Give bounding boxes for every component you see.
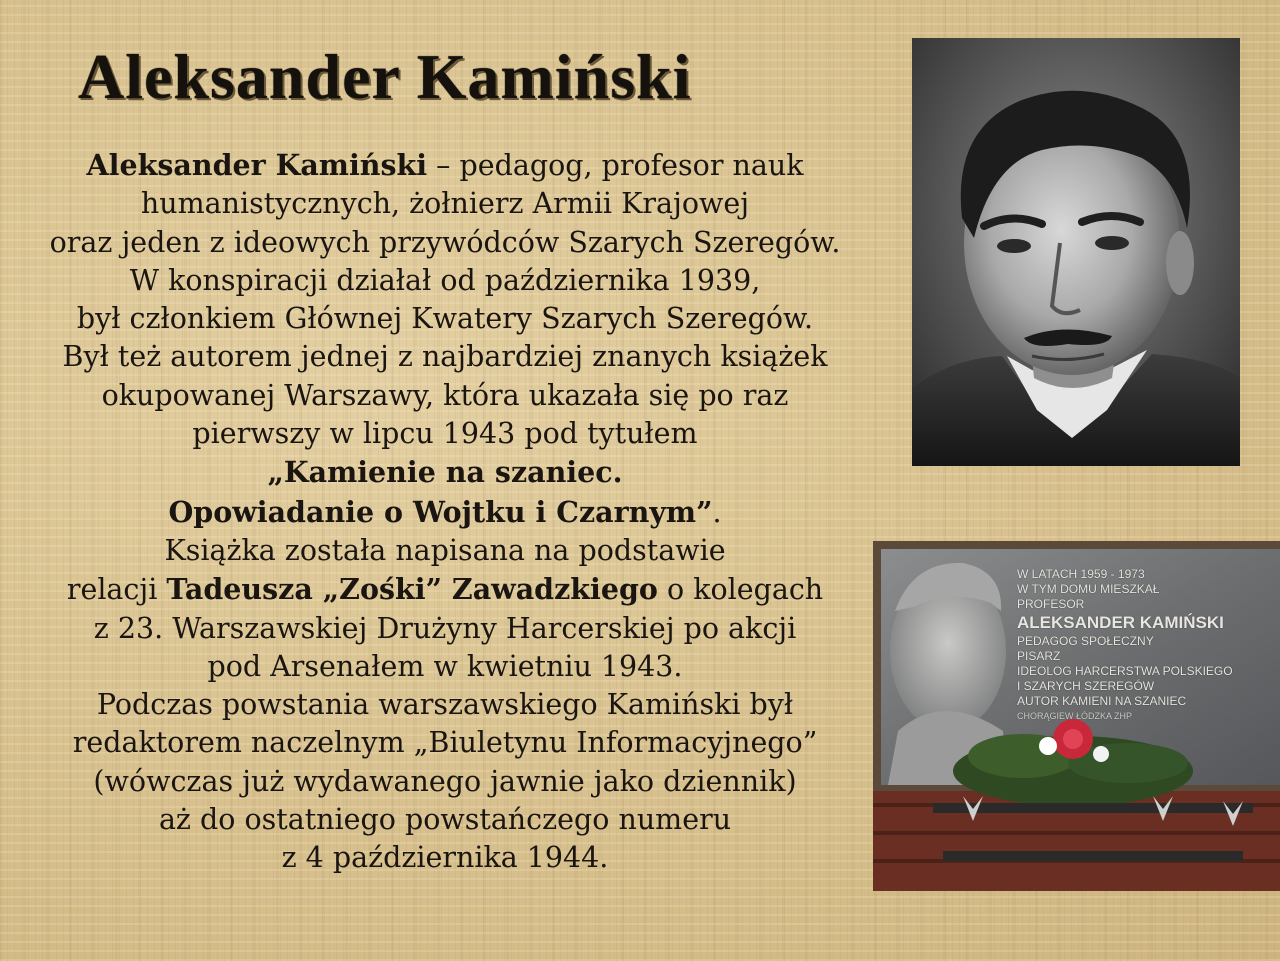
text-line: z 4 października 1944. [281,841,609,875]
book-title-line: Opowiadanie o Wojtku i Czarnym”. [168,494,722,529]
text-line: humanistycznych, żołnierz Armii Krajowej [140,187,750,221]
text-line: aż do ostatniego powstańczego numeru [158,803,732,837]
text-line: Aleksander Kamiński – pedagog, profesor nauk [86,148,804,182]
biography-text [20,146,870,878]
text-line: z 23. Warszawskiej Drużyny Harcerskiej po akcji [93,611,797,645]
book-title-line: „Kamienie na szaniec. [267,455,623,490]
portrait-illustration [912,38,1240,466]
text-line: Był też autorem jednej z najbardziej znanych książek [62,340,828,374]
page-title: Aleksander Kamiński [78,41,692,112]
text-line: był członkiem Głównej Kwatery Szarych Szeregów. [76,302,814,336]
text-line: relacji Tadeusza „Zośki” Zawadzkiego o kolegach [66,572,824,607]
zoska-name: Tadeusza „Zośki” Zawadzkiego [166,572,658,607]
text-line: Podczas powstania warszawskiego Kamiński był [96,688,794,722]
plaque-name: ALEKSANDER KAMIŃSKI [1017,613,1224,632]
text-line: W konspiracji działał od października 1939, [129,263,761,297]
text-line: okupowanej Warszawy, która ukazała się po raz [101,378,789,412]
text-line: redaktorem naczelnym „Biuletynu Informacyjnego” [72,726,818,760]
person-name: Aleksander Kamiński [86,148,428,182]
text-line: (wówczas już wydawanego jawnie jako dziennik) [93,764,797,798]
text-line: oraz jeden z ideowych przywódców Szarych Szeregów. [49,225,841,259]
plaque-inscription: W LATACH 1959 - 1973 W TYM DOMU MIESZKAŁ PROFESOR ALEKSANDER KAMIŃSKI PEDAGOG SPOŁECZNY PISARZ IDEOLOG HARCERSTWA POLSKIEGO I SZARYCH SZEREGÓW AUTOR KAMIENI NA SZANIEC CHORĄGIEW ŁÓDZKA ZHP [1017,567,1233,721]
portrait-photo [912,38,1240,466]
memorial-plaque-photo [873,541,1280,891]
text-line: Książka została napisana na podstawie [164,533,726,567]
text-line: pod Arsenałem w kwietniu 1943. [207,649,683,683]
text-line: pierwszy w lipcu 1943 pod tytułem [192,417,698,451]
